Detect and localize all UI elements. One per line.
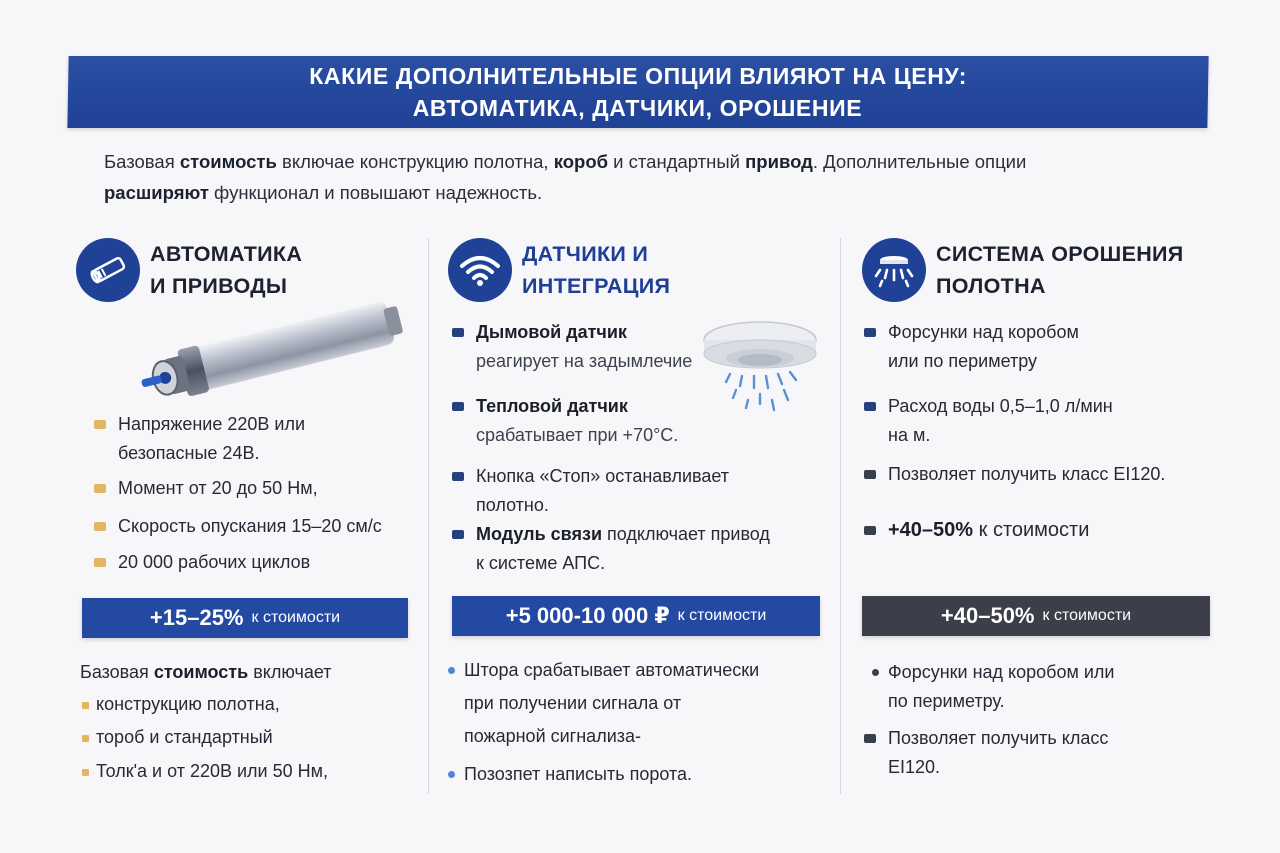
list-item-text: Напряжение 220В или (118, 414, 306, 434)
list-item (118, 410, 305, 468)
list-item-title: Тепловой датчик (476, 396, 628, 416)
wifi-icon (448, 238, 512, 302)
list-item-text: Позволяет получить класс EI120. (888, 464, 1166, 484)
bullet-marker (864, 526, 876, 535)
list-item (96, 690, 280, 719)
bullet-marker (452, 328, 464, 337)
column-title-line: СИСТЕМА ОРОШЕНИЯ (936, 242, 1184, 266)
list-item-text: Позволяет получить класс (888, 728, 1109, 748)
list-item (464, 654, 759, 753)
list-item-text: пожарной сигнализа- (464, 726, 642, 746)
list-item-text: EI120. (888, 757, 941, 777)
list-item (476, 462, 729, 520)
title-line-2: АВТОМАТИКА, ДАТЧИКИ, ОРОШЕНИЕ (413, 95, 863, 121)
bullet-marker (448, 771, 455, 778)
list-item (476, 392, 678, 450)
column-title (150, 238, 302, 302)
bullet-marker (82, 702, 89, 709)
bullet-marker (452, 530, 464, 539)
list-item-text: Толк'а и от 220В или 50 Нм, (96, 761, 328, 781)
bullet-marker (864, 470, 876, 479)
bullet-marker (864, 734, 876, 743)
extra-bold: стоимость (153, 662, 249, 682)
list-item (96, 723, 273, 752)
list-item (888, 724, 1108, 782)
bullet-marker (94, 522, 106, 531)
intro-bold: расширяют (104, 182, 209, 203)
list-item-text: срабатывает при +70°С. (476, 425, 679, 445)
intro-bold: короб (553, 151, 609, 172)
motor-tube-icon (76, 238, 140, 302)
bullet-marker (448, 667, 455, 674)
list-item-text: Кнопка «Стоп» останавливает (476, 466, 730, 486)
list-item-text: тороб и стандартный (96, 727, 273, 747)
price-badge (862, 596, 1210, 636)
list-item-text: Штора срабатывает автоматически (464, 660, 760, 680)
list-item (476, 318, 692, 376)
list-item-title: Модуль связи (476, 524, 603, 544)
bullet-marker (864, 402, 876, 411)
column-title-line: АВТОМАТИКА (150, 242, 303, 266)
list-item-title: +40–50% (888, 519, 974, 541)
list-item-text: полотно. (476, 495, 549, 515)
list-item-text: к системе АПС. (476, 553, 606, 573)
intro-text (104, 146, 1214, 208)
bullet-marker (94, 558, 106, 567)
price-label: к стоимости (677, 607, 767, 624)
bullet-marker (872, 669, 879, 676)
price-badge (452, 596, 820, 636)
list-item-text: конструкцию полотна, (96, 694, 280, 714)
title-line-1: КАКИЕ ДОПОЛНИТЕЛЬНЫЕ ОПЦИИ ВЛИЯЮТ НА ЦЕНУ: (309, 63, 968, 89)
column-divider (428, 238, 429, 794)
intro-part: функционал и повышают надежность. (208, 182, 543, 203)
bullet-marker (452, 472, 464, 481)
price-label: к стоимости (1042, 607, 1132, 624)
intro-bold: привод (745, 151, 813, 172)
list-item-text: на м. (888, 425, 931, 445)
list-item (118, 512, 382, 541)
price-label: к стоимости (251, 609, 341, 626)
list-item-title: Дымовой датчик (476, 322, 627, 342)
sprinkler-icon (862, 238, 926, 302)
smoke-detector-image (700, 318, 820, 418)
list-item-text: Момент от 20 до 50 Нм, (118, 478, 318, 498)
list-item-text: 20 000 рабочих циклов (118, 552, 311, 572)
price-value: +40–50% (940, 603, 1035, 628)
column-header (448, 232, 828, 312)
column-title-line: ПОЛОТНА (936, 274, 1046, 298)
bullet-marker (864, 328, 876, 337)
price-value: +5 000-10 000 ₽ (505, 603, 670, 628)
list-item-text: безопасные 24В. (118, 443, 260, 463)
title-banner (67, 56, 1208, 128)
column-title-line: ДАТЧИКИ И (522, 242, 649, 266)
bullet-marker (82, 735, 89, 742)
list-item-text: Позозпет написыть порота. (464, 764, 693, 784)
column-header (862, 232, 1222, 312)
list-item-text: Расход воды 0,5–1,0 л/мин (888, 396, 1113, 416)
bullet-marker (94, 420, 106, 429)
intro-part: . Дополнительные опции (812, 151, 1027, 172)
list-item-text: подключает привод (602, 524, 770, 544)
intro-part: Базовая (104, 151, 180, 172)
list-item (888, 392, 1113, 450)
price-badge (82, 598, 408, 638)
list-item (118, 474, 318, 503)
intro-part: включае конструкцию полотна, (276, 151, 554, 172)
bullet-marker (452, 402, 464, 411)
extra-text (80, 658, 332, 687)
list-item-text: при получении сигнала от (464, 693, 682, 713)
list-item (476, 520, 770, 578)
column-sensors (448, 232, 828, 312)
bullet-marker (82, 769, 89, 776)
price-value: +15–25% (149, 605, 244, 630)
bullet-marker (94, 484, 106, 493)
list-item-text: Форсунки над коробом или (888, 662, 1115, 682)
list-item (888, 318, 1079, 376)
column-title (522, 238, 670, 302)
list-item-text: по периметру. (888, 691, 1005, 711)
list-item-text: или по периметру (888, 351, 1038, 371)
list-item (888, 658, 1114, 716)
list-item (118, 548, 310, 577)
column-divider (840, 238, 841, 794)
tubular-motor-image (124, 300, 414, 404)
intro-part: и стандартный (608, 151, 746, 172)
column-sprinkler (862, 232, 1222, 312)
list-item-text: Форсунки над коробом (888, 322, 1079, 342)
column-title (936, 238, 1184, 302)
extra-part: Базовая (80, 662, 154, 682)
list-item-text: Скорость опускания 15–20 см/с (118, 516, 382, 536)
list-item (888, 460, 1165, 489)
intro-bold: стоимость (179, 151, 277, 172)
list-item (96, 757, 328, 786)
list-item (888, 516, 1089, 545)
column-title-line: И ПРИВОДЫ (150, 274, 288, 298)
list-item (464, 760, 692, 789)
list-item-text: реагирует на задымлечие (476, 351, 693, 371)
list-item-text: к стоимости (973, 519, 1090, 541)
column-title-line: ИНТЕГРАЦИЯ (522, 274, 671, 298)
extra-part: включает (248, 662, 332, 682)
